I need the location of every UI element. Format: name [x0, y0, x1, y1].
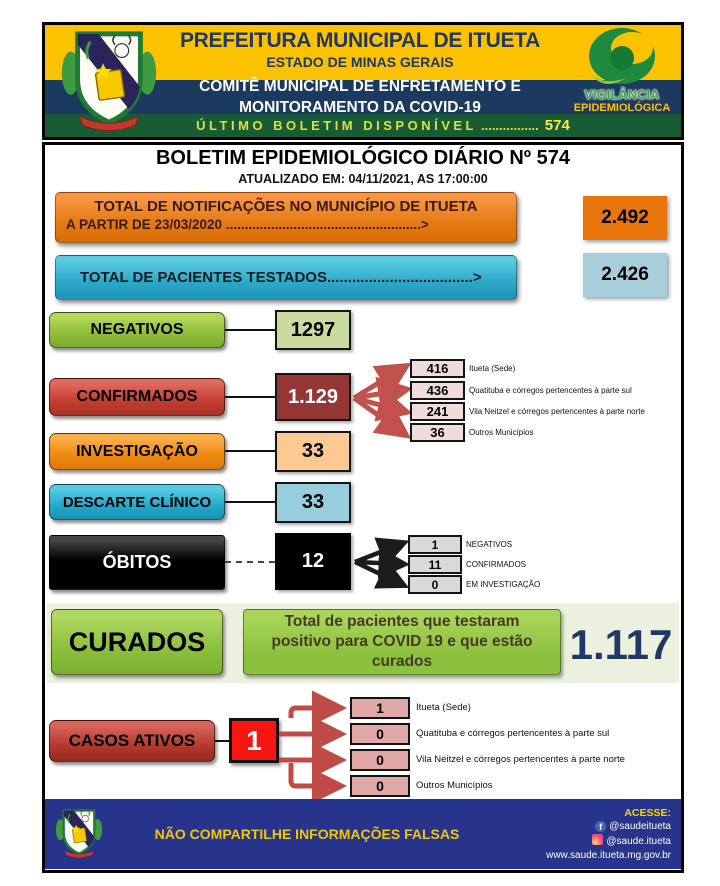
confirmados-breakdown-label: Vila Neitzel e córregos pertencentes à parte norte	[469, 407, 645, 416]
curados-value: 1.117	[569, 621, 673, 668]
obitos-value: 12	[275, 533, 351, 590]
confirmados-breakdown-value: 36	[410, 423, 465, 442]
obitos-breakdown-label: CONFIRMADOS	[466, 560, 526, 569]
investigacao-value: 33	[275, 431, 351, 472]
facebook-icon: f	[595, 821, 606, 832]
committee-line2: MONITORAMENTO DA COVID-19	[239, 99, 481, 116]
footer-coat-of-arms-icon	[55, 807, 103, 861]
obitos-arrows-icon	[351, 530, 409, 594]
descarte-connector	[225, 501, 275, 503]
confirmados-button: CONFIRMADOS	[49, 378, 225, 416]
investigacao-button: INVESTIGAÇÃO	[49, 433, 225, 470]
confirmados-breakdown-value: 241	[410, 402, 465, 421]
confirmados-value: 1.129	[275, 373, 351, 421]
last-bulletin-dots: ................	[480, 118, 539, 133]
obitos-breakdown-label: NEGATIVOS	[466, 540, 513, 549]
casos-ativos-breakdown-value: 0	[350, 775, 410, 797]
header-text	[150, 25, 570, 118]
curados-button: CURADOS	[51, 609, 223, 675]
obitos-breakdown-value: 11	[408, 555, 462, 574]
bulletin-updated: ATUALIZADO EM: 04/11/2021, AS 17:00:00	[238, 172, 488, 186]
coat-of-arms-icon	[59, 28, 159, 136]
footer-website[interactable]: www.saude.itueta.mg.gov.br	[546, 849, 671, 861]
footer-social-block	[511, 806, 671, 863]
curados-description: Total de pacientes que testaram positivo para COVID 19 e que estão curados	[243, 609, 561, 675]
committee-line1: COMITÊ MUNICIPAL DE ENFRETAMENTO E	[199, 78, 521, 95]
casos-ativos-breakdown-label: Vila Neitzel e córregos pertencentes à parte norte	[416, 754, 625, 765]
descarte-clinico-button: DESCARTE CLÍNICO	[49, 484, 225, 520]
facebook-handle[interactable]: @saudeitueta	[609, 820, 671, 832]
confirmados-breakdown-label: Itueta (Sede)	[469, 364, 516, 373]
confirmados-breakdown-value: 416	[410, 359, 465, 378]
municipality-title: PREFEITURA MUNICIPAL DE ITUETA	[179, 29, 541, 52]
last-bulletin-number: 574	[544, 117, 570, 134]
confirmados-breakdown-label: Quatituba e córregos pertencentes à parte sul	[469, 386, 632, 395]
logo-text-vigilancia: VIGILÂNCIA	[584, 88, 660, 102]
obitos-breakdown-value: 0	[408, 575, 462, 594]
negativos-button: NEGATIVOS	[49, 312, 225, 348]
investigacao-connector	[225, 450, 275, 452]
casos-ativos-breakdown-value: 0	[350, 749, 410, 771]
casos-ativos-button: CASOS ATIVOS	[49, 720, 215, 762]
confirmados-breakdown-value: 436	[410, 381, 465, 400]
total-notifications-bar	[55, 192, 517, 243]
surveillance-swirl-icon	[570, 26, 674, 88]
negativos-value: 1297	[275, 310, 351, 350]
state-subtitle: ESTADO DE MINAS GERAIS	[266, 54, 454, 70]
casos-ativos-arrows-icon	[277, 690, 349, 800]
casos-ativos-value: 1	[229, 718, 279, 763]
casos-ativos-breakdown-value: 0	[350, 723, 410, 745]
bulletin-title: BOLETIM EPIDEMIOLÓGICO DIÁRIO Nº 574	[155, 147, 570, 169]
confirmados-arrows-icon	[351, 350, 413, 446]
total-tested-bar	[55, 255, 517, 300]
notifications-label-line1: TOTAL DE NOTIFICAÇÕES NO MUNICÍPIO DE ITUETA	[94, 198, 478, 215]
confirmados-breakdown-label: Outros Municípios	[469, 428, 534, 437]
total-tested-value: 2.426	[583, 253, 667, 297]
descarte-clinico-value: 33	[275, 482, 351, 523]
logo-text-epidemiologica: EPIDEMIOLÓGICA	[573, 102, 671, 114]
casos-ativos-breakdown-label: Quatituba e córregos pertencentes à parte sul	[416, 728, 610, 739]
tested-label: TOTAL DE PACIENTES TESTADOS...................................>	[80, 269, 482, 286]
casos-ativos-breakdown-label: Itueta (Sede)	[416, 702, 471, 713]
notifications-label-line2: A PARTIR DE 23/03/2020 ....................................................>	[66, 217, 429, 232]
footer-message: NÃO COMPARTILHE INFORMAÇÕES FALSAS	[154, 826, 460, 842]
casos-ativos-connector	[215, 740, 229, 742]
epidemiological-surveillance-logo	[566, 26, 678, 136]
last-bulletin-label: ÚLTIMO BOLETIM DISPONÍVEL	[196, 118, 477, 133]
obitos-breakdown-label: EM INVESTIGAÇÃO	[466, 580, 541, 589]
instagram-icon	[592, 834, 603, 845]
total-notifications-value: 2.492	[583, 196, 667, 240]
confirmados-connector	[225, 396, 275, 398]
obitos-button: ÓBITOS	[49, 535, 225, 590]
obitos-breakdown-value: 1	[408, 535, 462, 554]
bulletin-body	[42, 142, 684, 873]
header	[42, 22, 684, 140]
casos-ativos-breakdown-value: 1	[350, 697, 410, 719]
negativos-connector	[225, 329, 275, 331]
casos-ativos-breakdown-label: Outros Municípios	[416, 780, 493, 791]
instagram-handle[interactable]: @saude.itueta	[606, 835, 671, 847]
footer	[45, 799, 681, 869]
footer-facebook-line	[511, 820, 671, 834]
footer-instagram-line	[511, 834, 671, 849]
obitos-connector	[225, 561, 275, 563]
footer-access-label: ACESSE:	[624, 806, 671, 819]
